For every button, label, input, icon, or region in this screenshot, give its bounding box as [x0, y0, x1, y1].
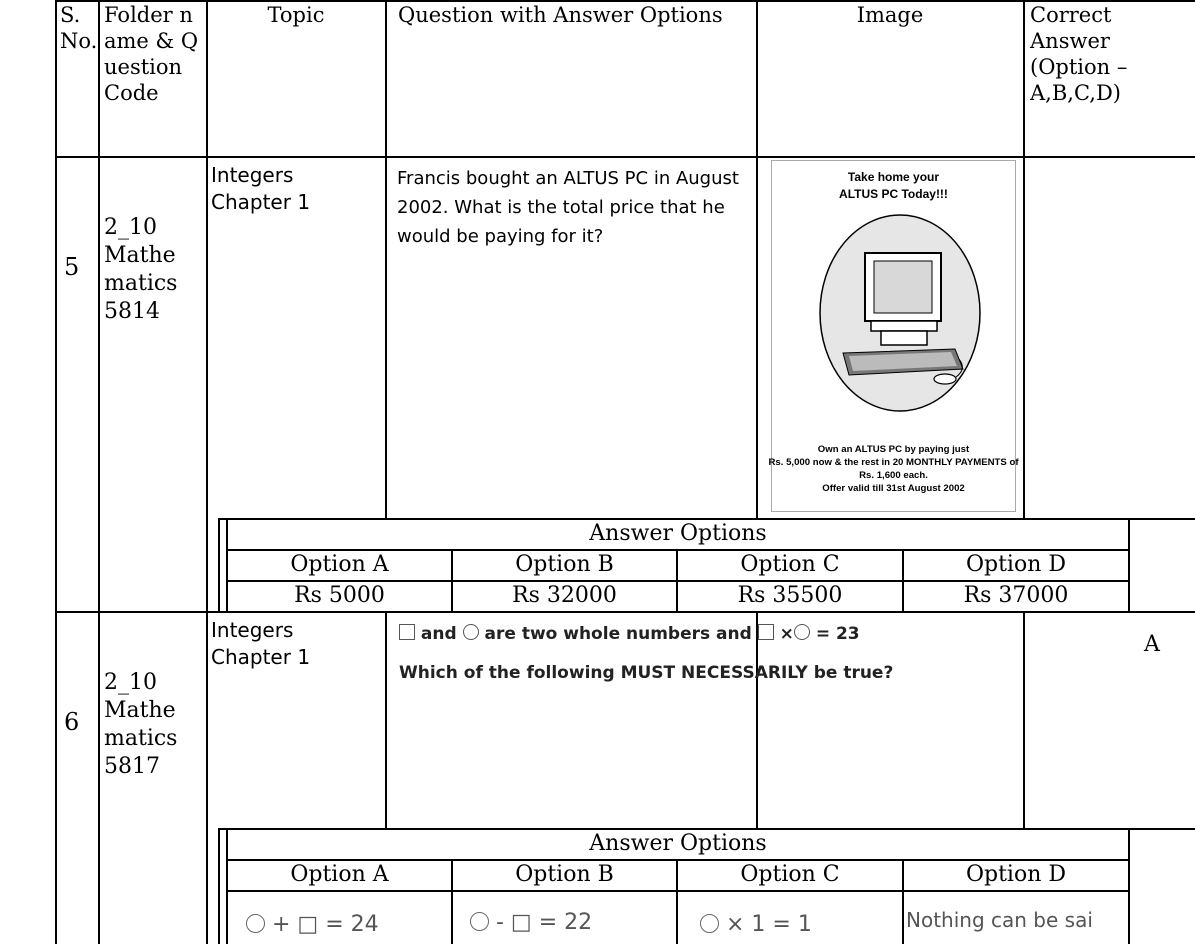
- col-line-left: [55, 0, 57, 944]
- option-value-b: Rs 32000: [512, 583, 617, 608]
- option-value-a: Rs 5000: [294, 583, 385, 608]
- option-label-b: Option B: [515, 552, 614, 577]
- computer-icon: [817, 213, 987, 418]
- options-outer-left: [218, 518, 220, 611]
- folder-line: 5817: [104, 754, 160, 779]
- ad-offer-line: Offer valid till 31st August 2002: [822, 483, 965, 494]
- col-line-topic: [385, 611, 387, 828]
- option-label-c: Option C: [740, 552, 840, 577]
- option-label-a: Option A: [290, 552, 389, 577]
- options-top-border: [218, 518, 1195, 520]
- circle-symbol-icon: [470, 912, 489, 931]
- question-image-line-1: [399, 624, 860, 644]
- ad-offer-line: Rs. 5,000 now & the rest in 20 MONTHLY PAYMENTS of: [768, 457, 1019, 468]
- square-symbol-icon: [758, 624, 774, 640]
- option-value-b: [470, 910, 592, 935]
- option-label-d: Option D: [965, 552, 1067, 577]
- header-question: Question with Answer Options: [398, 3, 723, 27]
- ad-offer-line: Own an ALTUS PC by paying just: [817, 444, 970, 455]
- circle-symbol-icon: [794, 624, 810, 640]
- question-text: Francis bought an ALTUS PC in August 2002. What is the total price that he would be paying for it?: [397, 168, 739, 247]
- question-text-fragment: are two whole numbers and: [484, 624, 752, 644]
- answer-options-title: Answer Options: [589, 831, 767, 856]
- folder-line: 2_10: [104, 215, 157, 240]
- folder-line: 2_10: [104, 670, 157, 695]
- answer-options-title: Answer Options: [589, 521, 767, 546]
- folder-line: 5814: [104, 299, 160, 324]
- option-label-b: Option B: [515, 862, 614, 887]
- option-value-text: × 1 = 1: [726, 912, 812, 937]
- folder-code: [104, 669, 204, 781]
- ad-title-line: ALTUS PC Today!!!: [839, 187, 948, 201]
- question-text-fragment: = 23: [815, 624, 860, 644]
- options-outer-left: [218, 828, 220, 944]
- header-sno: S. No.: [60, 3, 98, 53]
- option-value-text: + □ = 24: [272, 912, 379, 937]
- options-table-right: [1128, 518, 1130, 611]
- folder-line: matics: [104, 726, 178, 751]
- header-topic: Topic: [267, 3, 325, 27]
- option-value-a: [246, 912, 379, 937]
- col-line-folder: [206, 0, 208, 944]
- folder-line: Mathe: [104, 243, 176, 268]
- question-image: [768, 160, 1019, 512]
- folder-line: Mathe: [104, 698, 176, 723]
- folder-code: [104, 214, 204, 326]
- option-label-d: Option D: [965, 862, 1067, 887]
- folder-line: matics: [104, 271, 178, 296]
- option-value-d: Nothing can be sai: [906, 908, 1093, 932]
- topic-line: Integers: [211, 163, 294, 187]
- option-value-text: - □ = 22: [496, 910, 593, 935]
- col-line-question: [756, 0, 758, 518]
- option-value-c: [700, 912, 812, 937]
- circle-symbol-icon: [246, 914, 265, 933]
- topic: [211, 617, 383, 671]
- ad-offer-line: Rs. 1,600 each.: [859, 470, 928, 481]
- circle-symbol-icon: [463, 624, 479, 640]
- row-number: 5: [64, 253, 80, 281]
- option-value-d: Rs 37000: [963, 583, 1069, 608]
- topic-line: Chapter 1: [211, 645, 311, 669]
- ad-title-line: Take home your: [847, 170, 940, 184]
- col-line-sno: [98, 0, 100, 944]
- col-line-topic: [385, 0, 387, 518]
- question-text-fragment: and: [420, 624, 457, 644]
- topic: [211, 162, 383, 216]
- header-folder: Folder name & Question Code: [104, 3, 199, 105]
- header-image: Image: [856, 3, 924, 27]
- option-label-a: Option A: [290, 862, 389, 887]
- options-table-right: [1128, 828, 1130, 944]
- options-top-border: [218, 828, 1195, 830]
- option-value-c: Rs 35500: [737, 583, 843, 608]
- square-symbol-icon: [399, 624, 415, 640]
- topic-line: Chapter 1: [211, 190, 311, 214]
- ad-offer-text: [768, 443, 1019, 495]
- circle-symbol-icon: [700, 914, 719, 933]
- ad-title: [772, 169, 1015, 203]
- row-number: 6: [64, 708, 80, 736]
- correct-answer: A: [1144, 632, 1160, 657]
- question-image-line-2: Which of the following MUST NECESSARILY be true?: [399, 663, 894, 683]
- header-correct-answer: Correct Answer (Option – A,B,C,D): [1030, 3, 1128, 105]
- option-label-c: Option C: [740, 862, 840, 887]
- topic-line: Integers: [211, 618, 294, 642]
- multiply-sign: ×: [779, 624, 794, 644]
- col-line-image: [1023, 0, 1025, 518]
- col-line-image: [1023, 611, 1025, 828]
